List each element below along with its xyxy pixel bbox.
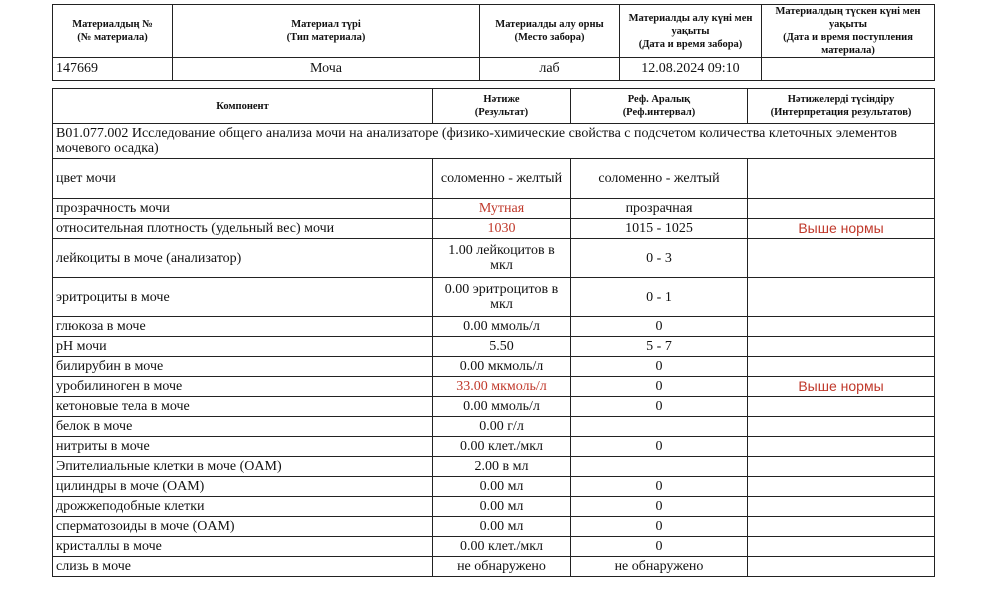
row-result: соломенно - желтый (433, 159, 571, 199)
table-row (53, 219, 935, 239)
table-row (53, 537, 935, 557)
table-row (53, 497, 935, 517)
col-interpretation: Нәтижелерді түсіндіру (Интерпретация результатов) (748, 89, 935, 124)
row-reference: 0 (571, 437, 748, 457)
row-result: 0.00 ммоль/л (433, 317, 571, 337)
row-result: 0.00 эритроцитов в мкл (433, 278, 571, 317)
table-row (53, 317, 935, 337)
material-values-row (53, 58, 935, 81)
material-no: 147669 (53, 58, 173, 81)
col-reference: Реф. Аралық (Реф.интервал) (571, 89, 748, 124)
row-result: 2.00 в мл (433, 457, 571, 477)
row-interpretation (748, 337, 935, 357)
row-component: сперматозоиды в моче (OAM) (53, 517, 433, 537)
row-component: лейкоциты в моче (анализатор) (53, 239, 433, 278)
row-result: 1.00 лейкоцитов в мкл (433, 239, 571, 278)
row-result: Мутная (433, 199, 571, 219)
row-reference: 0 (571, 377, 748, 397)
table-row (53, 517, 935, 537)
table-row (53, 239, 935, 278)
row-reference (571, 457, 748, 477)
row-interpretation (748, 497, 935, 517)
row-interpretation (748, 557, 935, 577)
table-row (53, 397, 935, 417)
table-row (53, 477, 935, 497)
row-reference (571, 417, 748, 437)
material-type: Моча (173, 58, 480, 81)
row-component: цилиндры в моче (OAM) (53, 477, 433, 497)
row-reference: 0 (571, 477, 748, 497)
table-row (53, 377, 935, 397)
row-component: относительная плотность (удельный вес) мочи (53, 219, 433, 239)
row-result: 0.00 г/л (433, 417, 571, 437)
table-row (53, 557, 935, 577)
row-reference: 0 (571, 517, 748, 537)
row-component: глюкоза в моче (53, 317, 433, 337)
row-reference: 5 - 7 (571, 337, 748, 357)
table-row (53, 437, 935, 457)
table-row (53, 357, 935, 377)
col-material-no: Материалдың № (№ материала) (53, 5, 173, 58)
row-interpretation (748, 199, 935, 219)
row-reference: 0 - 1 (571, 278, 748, 317)
row-result: 0.00 клет./мкл (433, 537, 571, 557)
results-table (52, 88, 935, 577)
row-reference: соломенно - желтый (571, 159, 748, 199)
row-result: 0.00 мкмоль/л (433, 357, 571, 377)
row-interpretation (748, 357, 935, 377)
table-row (53, 159, 935, 199)
row-interpretation (748, 278, 935, 317)
row-result: не обнаружено (433, 557, 571, 577)
results-header-row (53, 89, 935, 124)
row-interpretation: Выше нормы (748, 219, 935, 239)
material-info-table (52, 4, 935, 81)
row-component: кетоновые тела в моче (53, 397, 433, 417)
col-result: Нәтиже (Результат) (433, 89, 571, 124)
row-result: 0.00 ммоль/л (433, 397, 571, 417)
row-reference: 0 (571, 397, 748, 417)
table-row (53, 457, 935, 477)
table-row (53, 278, 935, 317)
row-reference: 1015 - 1025 (571, 219, 748, 239)
col-component: Компонент (53, 89, 433, 124)
row-component: кристаллы в моче (53, 537, 433, 557)
row-reference: не обнаружено (571, 557, 748, 577)
row-interpretation (748, 317, 935, 337)
row-component: эритроциты в моче (53, 278, 433, 317)
row-interpretation (748, 457, 935, 477)
row-result: 5.50 (433, 337, 571, 357)
material-collected: 12.08.2024 09:10 (620, 58, 762, 81)
col-material-type: Материал түрі (Тип материала) (173, 5, 480, 58)
col-collected: Материалды алу күні мен уақыты (Дата и время забора) (620, 5, 762, 58)
row-interpretation (748, 397, 935, 417)
row-reference: прозрачная (571, 199, 748, 219)
row-reference: 0 (571, 317, 748, 337)
row-component: Эпителиальные клетки в моче (OAM) (53, 457, 433, 477)
row-reference: 0 (571, 497, 748, 517)
row-interpretation (748, 477, 935, 497)
material-header-row (53, 5, 935, 58)
col-place: Материалды алу орны (Место забора) (480, 5, 620, 58)
row-result: 0.00 клет./мкл (433, 437, 571, 457)
row-component: цвет мочи (53, 159, 433, 199)
row-interpretation: Выше нормы (748, 377, 935, 397)
row-result: 33.00 мкмоль/л (433, 377, 571, 397)
row-component: слизь в моче (53, 557, 433, 577)
row-reference: 0 - 3 (571, 239, 748, 278)
row-component: уробилиноген в моче (53, 377, 433, 397)
table-row (53, 337, 935, 357)
row-component: билирубин в моче (53, 357, 433, 377)
material-place: лаб (480, 58, 620, 81)
row-component: нитриты в моче (53, 437, 433, 457)
row-component: дрожжеподобные клетки (53, 497, 433, 517)
row-component: pH мочи (53, 337, 433, 357)
row-reference: 0 (571, 537, 748, 557)
row-interpretation (748, 537, 935, 557)
table-row (53, 417, 935, 437)
section-title-row (53, 124, 935, 159)
row-result: 1030 (433, 219, 571, 239)
row-component: белок в моче (53, 417, 433, 437)
material-received (762, 58, 935, 81)
row-result: 0.00 мл (433, 477, 571, 497)
row-reference: 0 (571, 357, 748, 377)
col-received: Материалдың түскен күні мен уақыты (Дата и время поступления материала) (762, 5, 935, 58)
row-interpretation (748, 517, 935, 537)
section-title: B01.077.002 Исследование общего анализа мочи на анализаторе (физико-химические свойства с подсчетом количества клеточных элементов мочевого осадка) (53, 124, 935, 159)
row-interpretation (748, 159, 935, 199)
row-interpretation (748, 437, 935, 457)
row-interpretation (748, 417, 935, 437)
row-result: 0.00 мл (433, 517, 571, 537)
row-interpretation (748, 239, 935, 278)
row-result: 0.00 мл (433, 497, 571, 517)
row-component: прозрачность мочи (53, 199, 433, 219)
table-row (53, 199, 935, 219)
